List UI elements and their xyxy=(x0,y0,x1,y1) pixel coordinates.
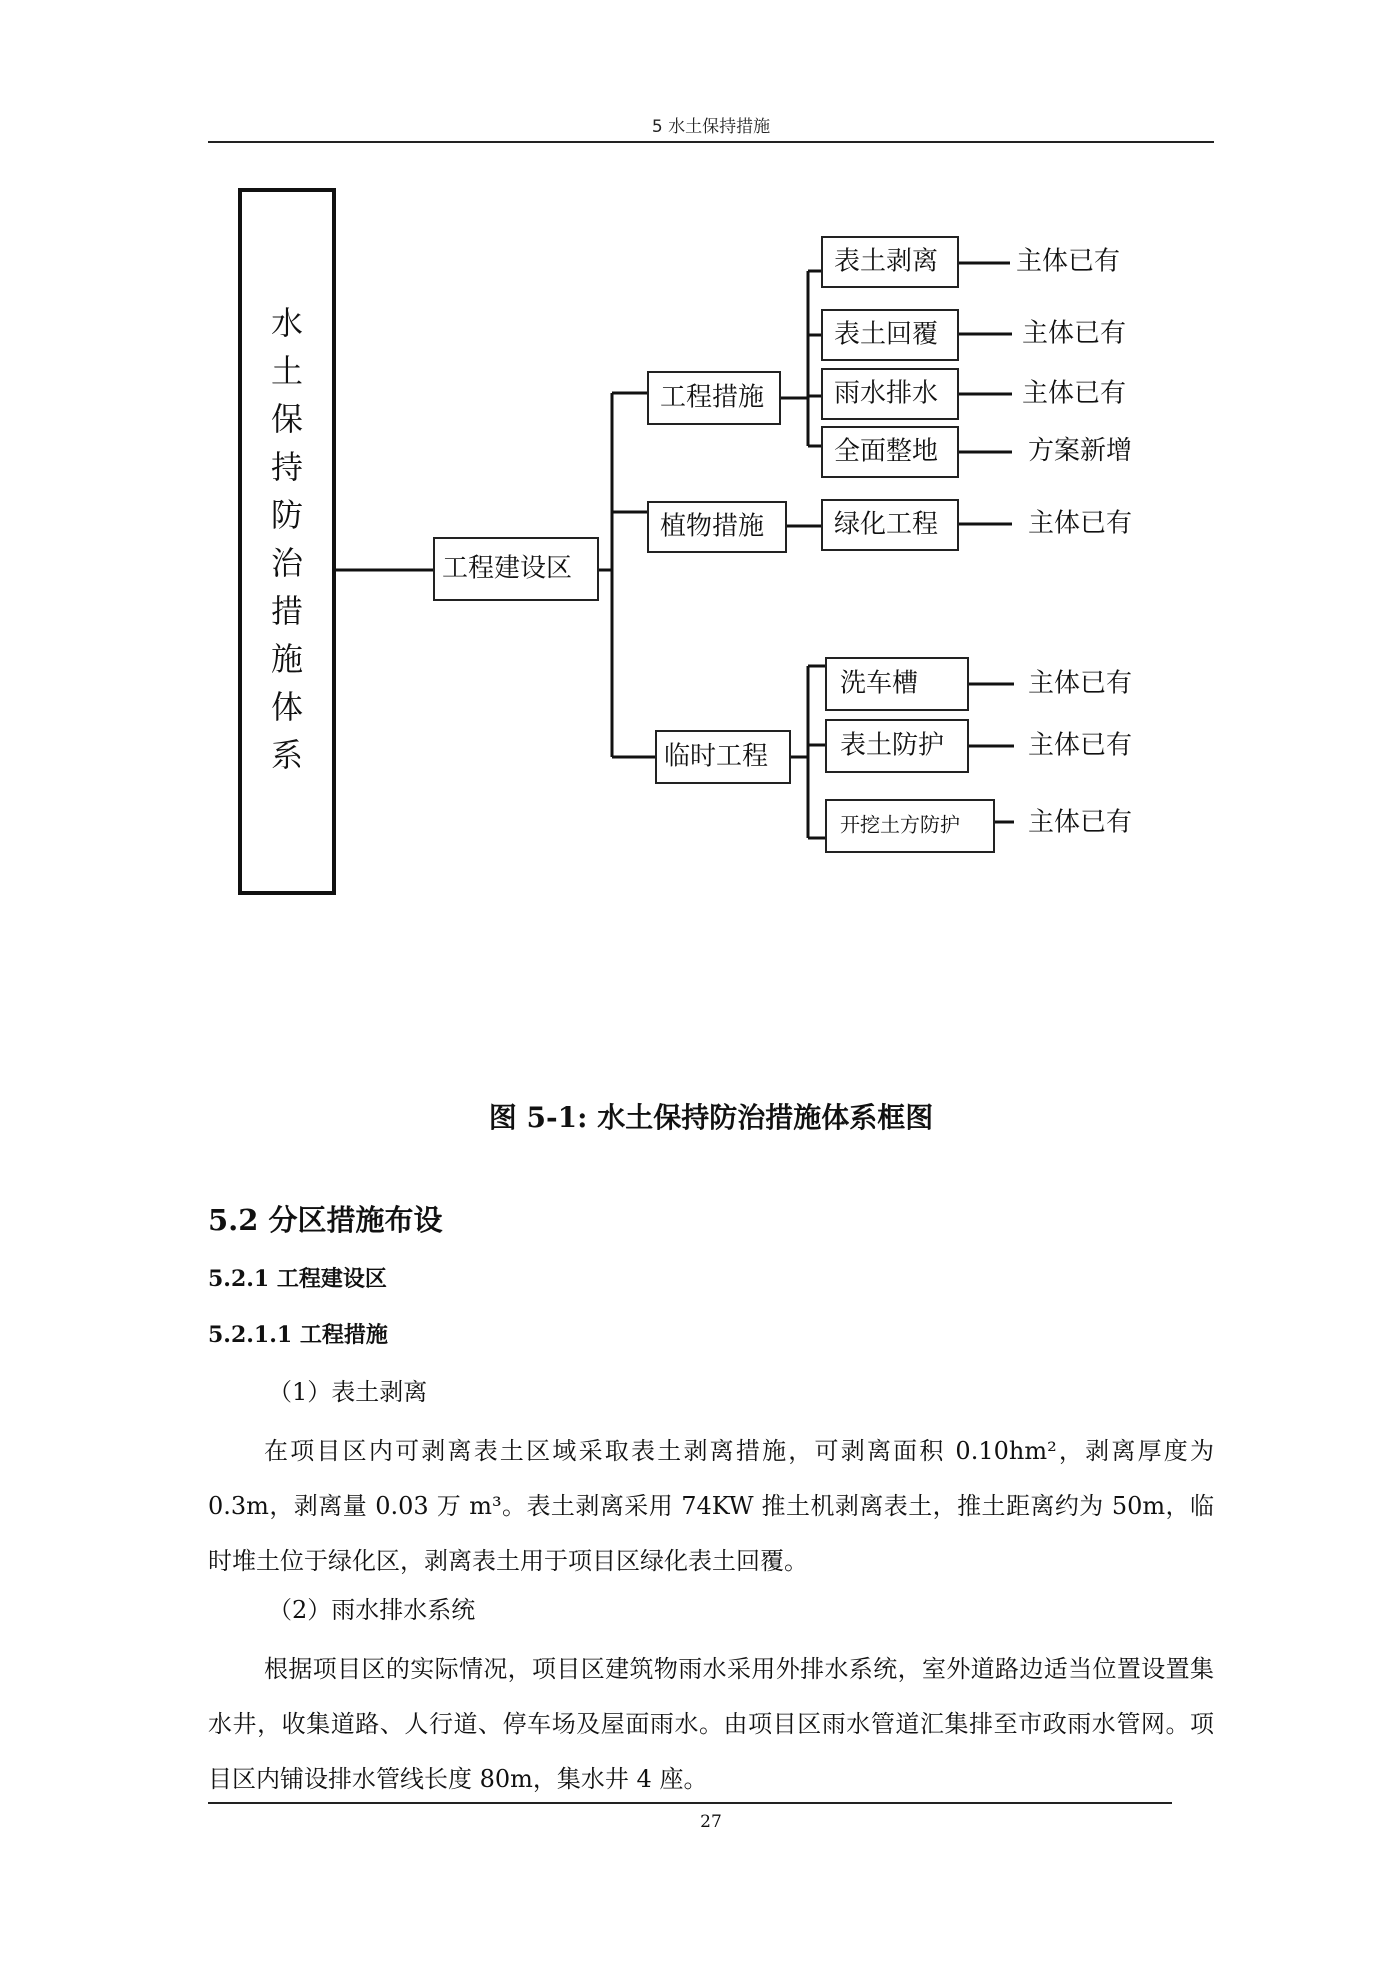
status-label: 主体已有 xyxy=(1028,730,1133,761)
root-title-char: 保 xyxy=(270,400,304,438)
measure-label: 表土防护 xyxy=(840,730,945,761)
status-label: 主体已有 xyxy=(1022,378,1127,409)
root-title-char: 水 xyxy=(270,304,304,342)
root-title-char: 施 xyxy=(270,640,304,678)
list-item-label: （2）雨水排水系统 xyxy=(268,1596,476,1624)
paragraph: 根据项目区的实际情况，项目区建筑物雨水采用外排水系统，室外道路边适当位置设置集水井，收集道路、人行道、停车场及屋面雨水。由项目区雨水管道汇集排至市政雨水管网。项目区内铺设排水管线长度 80m，集水井 4 座。 xyxy=(208,1655,1214,1793)
measure-label: 表土剥离 xyxy=(834,246,939,277)
root-title-char: 土 xyxy=(270,352,304,390)
status-label: 主体已有 xyxy=(1028,668,1133,699)
category-label: 临时工程 xyxy=(664,741,769,772)
measure-label: 雨水排水 xyxy=(834,378,939,409)
category-label: 工程措施 xyxy=(660,382,765,413)
section-heading: 5.2 分区措施布设 xyxy=(208,1203,443,1237)
root-title-char: 措 xyxy=(270,592,304,630)
list-item-label: （1）表土剥离 xyxy=(268,1378,428,1406)
status-label: 主体已有 xyxy=(1028,508,1133,539)
status-label: 主体已有 xyxy=(1028,807,1133,838)
paragraph: 在项目区内可剥离表土区域采取表土剥离措施，可剥离面积 0.10hm²，剥离厚度为 0.3m，剥离量 0.03 万 m³。表土剥离采用 74KW 推土机剥离表土，推土距离约为 50m，临时堆土位于绿化区，剥离表土用于项目区绿化表土回覆。 xyxy=(208,1437,1214,1575)
status-label: 主体已有 xyxy=(1016,246,1121,277)
root-title-char: 系 xyxy=(270,736,304,774)
measure-label: 洗车槽 xyxy=(840,668,919,699)
root-title-char: 体 xyxy=(270,688,304,726)
page-number: 27 xyxy=(700,1812,722,1832)
running-header: 5 水土保持措施 xyxy=(651,117,771,137)
root-title-char: 防 xyxy=(270,496,304,534)
status-label: 主体已有 xyxy=(1022,318,1127,349)
measure-label: 绿化工程 xyxy=(834,509,939,540)
root-title-char: 持 xyxy=(270,448,304,486)
figure-caption: 图 5-1: 水土保持防治措施体系框图 xyxy=(488,1101,934,1134)
root-box xyxy=(240,190,334,893)
footer-rule xyxy=(208,1802,1172,1804)
measure-label: 表土回覆 xyxy=(834,319,939,350)
root-title-char: 治 xyxy=(270,544,304,582)
zone-label: 工程建设区 xyxy=(442,553,573,584)
subsubsection-heading: 5.2.1.1 工程措施 xyxy=(208,1322,388,1348)
category-label: 植物措施 xyxy=(660,511,765,542)
subsection-heading: 5.2.1 工程建设区 xyxy=(208,1266,387,1292)
measure-label: 全面整地 xyxy=(834,436,939,467)
measure-label: 开挖土方防护 xyxy=(840,812,960,837)
status-label: 方案新增 xyxy=(1028,436,1133,466)
